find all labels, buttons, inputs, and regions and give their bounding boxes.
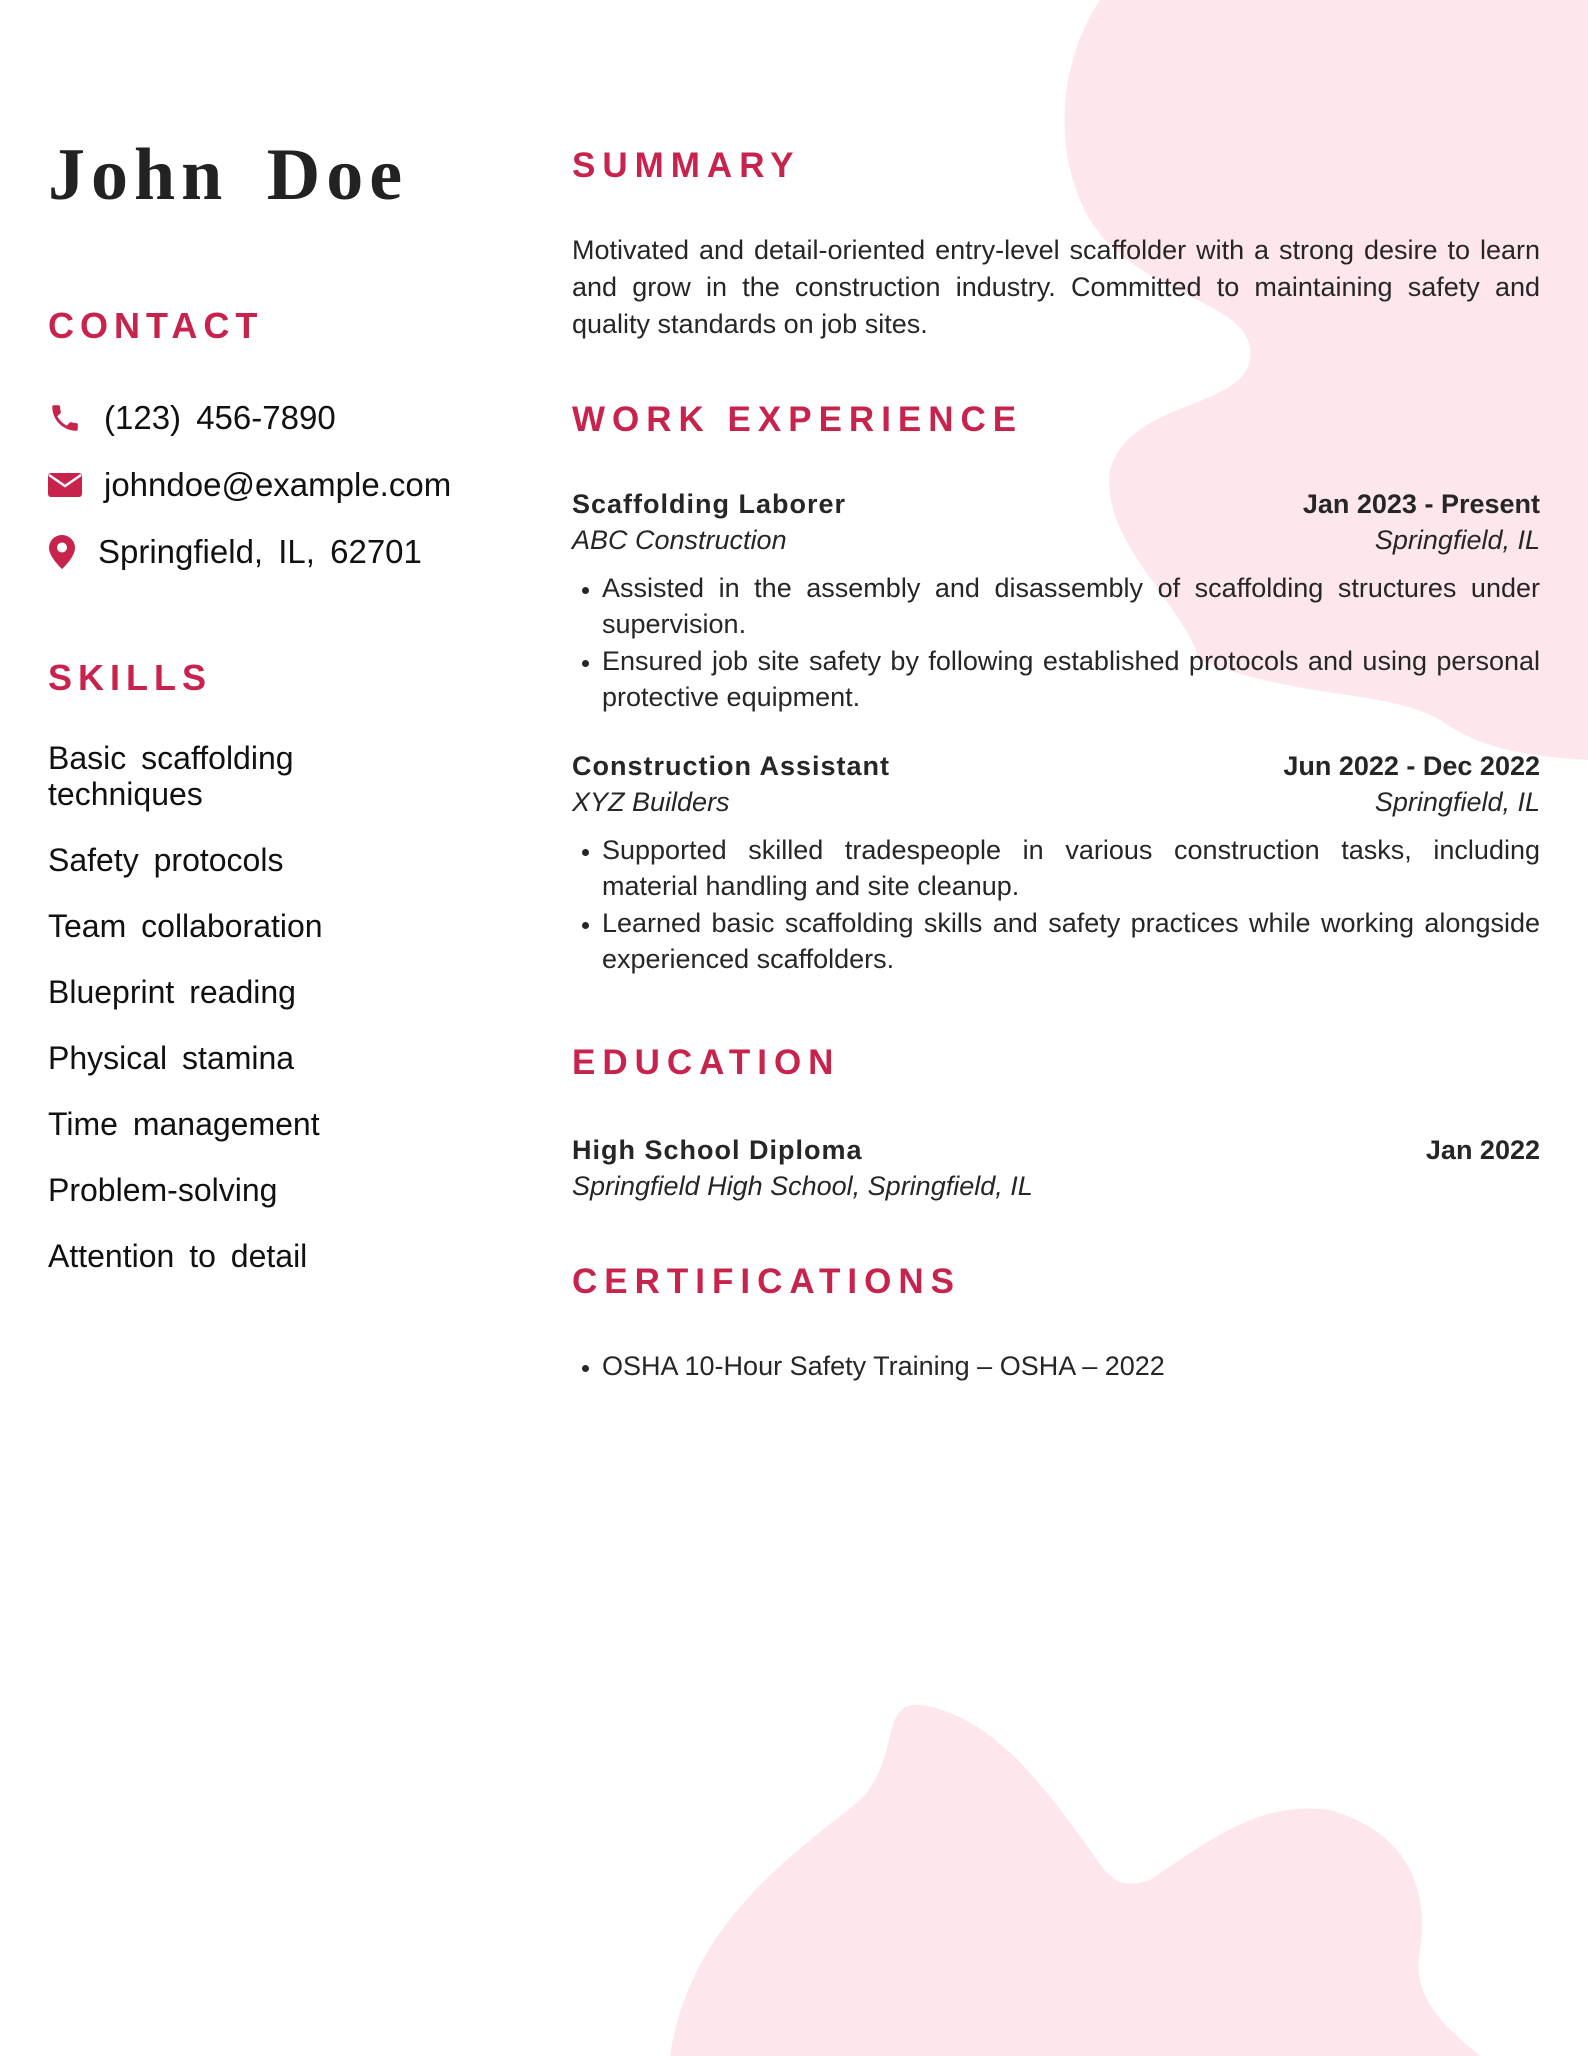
education-date: Jan 2022	[1425, 1135, 1540, 1165]
location-pin-icon	[48, 535, 76, 569]
email-address[interactable]: johndoe@example.com	[104, 465, 452, 503]
envelope-icon	[48, 468, 82, 502]
degree: High School Diploma	[572, 1135, 863, 1165]
skills-heading: SKILLS	[48, 657, 213, 698]
job-bullet: • Supported skilled tradespeople in various construction tasks, including material handling and site cleanup.	[602, 832, 1540, 904]
job-bullets	[572, 570, 1540, 715]
candidate-name: John Doe	[48, 134, 409, 216]
job-bullet: • Assisted in the assembly and disassembly of scaffolding structures under supervision.	[602, 570, 1540, 642]
certification-list	[572, 1348, 1540, 1384]
job-bullets	[572, 832, 1540, 977]
job-bullet: • Ensured job site safety by following established protocols and using personal protective equipment.	[602, 643, 1540, 715]
certifications-heading: CERTIFICATIONS	[572, 1262, 962, 1301]
job-company: XYZ Builders	[572, 787, 730, 817]
location-text: Springfield, IL, 62701	[98, 532, 422, 570]
skill-item: Blueprint reading	[48, 974, 296, 1010]
phone-icon	[48, 401, 82, 435]
certifications-entry	[572, 1336, 1540, 1385]
job-entry	[572, 486, 1540, 716]
skill-item: Safety protocols	[48, 842, 284, 878]
job-company: ABC Construction	[572, 525, 787, 555]
contact-email	[48, 451, 508, 518]
skill-item: Team collaboration	[48, 908, 323, 944]
school: Springfield High School, Springfield, IL	[572, 1171, 1033, 1201]
education-heading: EDUCATION	[572, 1043, 841, 1082]
contact-heading: CONTACT	[48, 305, 264, 346]
contact-list	[48, 384, 508, 585]
certification-item: • OSHA 10-Hour Safety Training – OSHA – 2022	[602, 1348, 1540, 1384]
job-location: Springfield, IL	[1374, 525, 1540, 555]
job-title: Construction Assistant	[572, 751, 891, 781]
summary-heading: SUMMARY	[572, 146, 801, 185]
job-dates: Jun 2022 - Dec 2022	[1283, 751, 1540, 781]
job-bullet: • Learned basic scaffolding skills and safety practices while working alongside experienced scaffolders.	[602, 905, 1540, 977]
summary-text: Motivated and detail-oriented entry-level scaffolder with a strong desire to learn and grow in the construction industry. Committed to maintaining safety and quality standards on job sites.	[572, 235, 1540, 339]
skill-item: Time management	[48, 1106, 320, 1142]
contact-phone	[48, 384, 508, 451]
job-location: Springfield, IL	[1374, 787, 1540, 817]
skills-list	[48, 740, 378, 1304]
contact-location	[48, 518, 508, 585]
phone-number[interactable]: (123) 456-7890	[104, 398, 336, 436]
skill-item: Attention to detail	[48, 1238, 308, 1274]
job-title: Scaffolding Laborer	[572, 489, 847, 519]
job-entry	[572, 748, 1540, 978]
work-experience-heading: WORK EXPERIENCE	[572, 400, 1024, 439]
skill-item: Basic scaffolding techniques	[48, 740, 294, 812]
skill-item: Physical stamina	[48, 1040, 295, 1076]
education-entry	[572, 1132, 1540, 1204]
job-dates: Jan 2023 - Present	[1302, 489, 1540, 519]
skill-item: Problem-solving	[48, 1172, 278, 1208]
